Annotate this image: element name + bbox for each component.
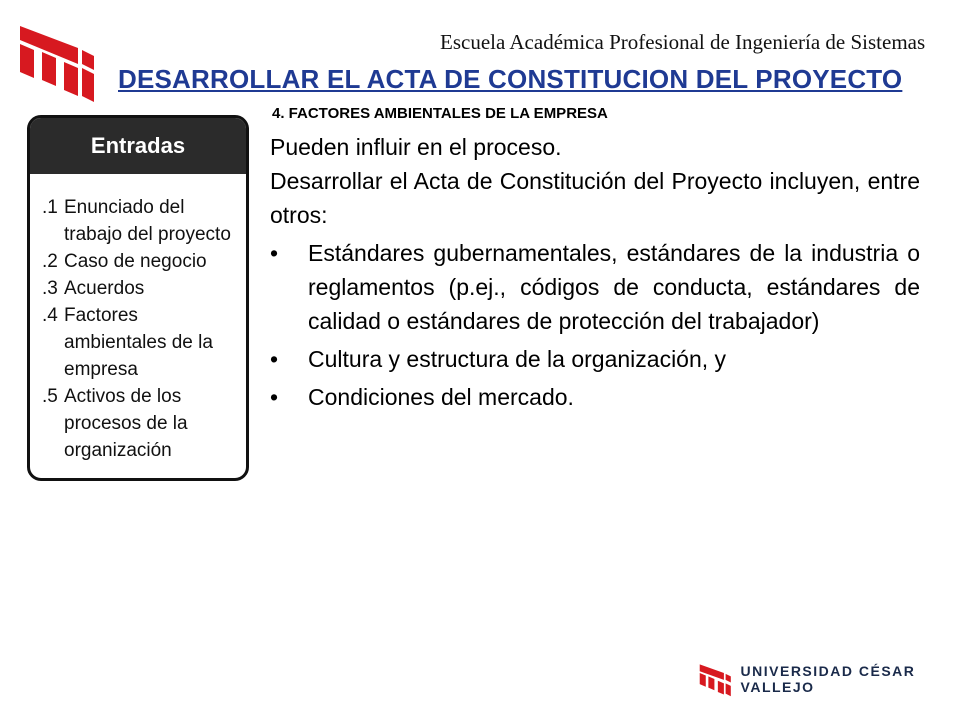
item-number: .1 (42, 197, 58, 218)
item-text: Acuerdos (64, 278, 145, 299)
entradas-heading: Entradas (30, 118, 246, 174)
list-item (42, 383, 238, 464)
list-item (42, 248, 238, 275)
item-number: .2 (42, 251, 58, 272)
school-name: Escuela Académica Profesional de Ingeniería de Sistemas (440, 30, 926, 54)
entradas-list (30, 174, 246, 464)
main-content (270, 104, 920, 418)
item-number: .5 (42, 386, 58, 407)
bullet-text: Cultura y estructura de la organización, y (308, 346, 727, 372)
bullet-list (270, 236, 920, 414)
item-text: Enunciado del trabajo del proyecto (64, 197, 231, 245)
page-title: DESARROLLAR EL ACTA DE CONSTITUCION DEL PROYECTO (118, 64, 903, 94)
item-text: Activos de los procesos de la organización (64, 386, 188, 461)
university-name: UNIVERSIDAD CÉSAR VALLEJO (740, 663, 916, 695)
footer-logo (698, 658, 960, 700)
list-item (42, 194, 238, 248)
paragraph-intro: Pueden influir en el proceso. (270, 134, 562, 160)
bullet-icon: • (270, 384, 279, 410)
bullet-item (270, 342, 920, 376)
university-logo-icon (16, 18, 98, 104)
ucv-logo-icon (698, 658, 733, 700)
bullet-item (270, 236, 920, 338)
bullet-icon: • (270, 346, 279, 372)
section-subheading: 4. FACTORES AMBIENTALES DE LA EMPRESA (272, 105, 608, 122)
paragraph-description: Desarrollar el Acta de Constitución del Proyecto incluyen, entre otros: (270, 168, 920, 228)
entradas-box (27, 115, 249, 481)
bullet-text: Estándares gubernamentales, estándares de la industria o reglamentos (p.ej., códigos de conducta, estándares de calidad o estándares de protección del trabajador) (308, 240, 920, 334)
item-text: Caso de negocio (64, 251, 207, 272)
bullet-text: Condiciones del mercado. (308, 384, 574, 410)
list-item (42, 275, 238, 302)
bullet-icon: • (270, 240, 279, 266)
item-text: Factores ambientales de la empresa (64, 305, 213, 380)
item-number: .3 (42, 278, 58, 299)
item-number: .4 (42, 305, 58, 326)
bullet-item (270, 380, 920, 414)
list-item (42, 302, 238, 383)
